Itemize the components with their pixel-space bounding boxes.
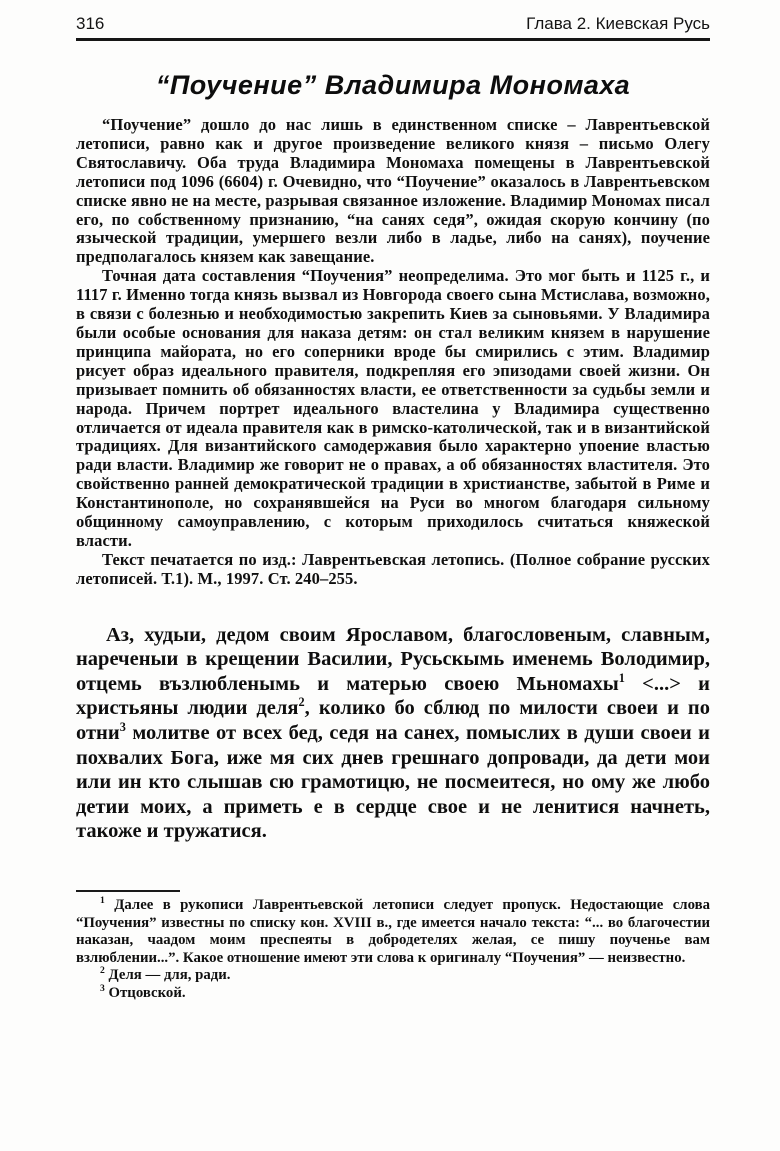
page-number: 316 [76,14,105,33]
footnote-1 [76,897,710,967]
article-title: “Поучение” Владимира Мономаха [155,70,631,100]
footnote-3-text: Отцовской. [108,984,186,1001]
quote-part-3: , колико бо сблюд по милости своеи и по отни [76,697,710,745]
footnote-1-marker: 1 [100,895,105,907]
chapter-title: Глава 2. Киевская Русь [526,14,710,33]
footnote-ref-1: 1 [618,671,625,686]
footnote-2 [76,967,710,985]
footnote-ref-2: 2 [298,695,305,710]
quote-part-2: <...> и христьяны людии деля [76,672,710,720]
footnotes-section [76,890,710,1003]
intro-paragraph-1: “Поучение” дошло до нас лишь в единственном списке – Лаврентьевской летописи, равно как и другое произведение великого князя – письмо Олегу Святославичу. Оба труда Владимира Мономаха помещены в Лаврентьевской летописи под 1096 (6604) г. Очевидно, что “Поучение” оказалось в Лаврентьевском списке явно не на месте, разрывая связанное изложение. Владимир Мономах писал его, по собственному признанию, “на санях седя”, ожидая скорую кончину (по языческой традиции, умершего везли либо в ладье, либо на санях), поучение предполагалось князем как завещание. [76,115,710,267]
footnote-ref-3: 3 [119,720,126,735]
footnote-3-marker: 3 [100,983,105,995]
quote-part-4: молитве от всех бед, седя на санех, помыслих в души своеи и похвалих Бога, иже мя сих днев грешнаго допровади, да дети мои или ин кто слышав сю грамотицю, не посмеитеся, но ому же любо детии моих, а приметь е в сердце свое и не ленитися начнеть, такоже и тружатися. [76,722,710,843]
old-russian-quote [76,623,710,844]
footnote-1-text: Далее в рукописи Лаврентьевской летописи следует пропуск. Недостающие слова “Поучения” известны по списку кон. XVIII в., где имеется начало текста: “... во благочестии наказан, чаадом моим преспеяты в добродетелях желая, се пишу поученье вам взлюблении...”. Какое отношение имеют эти слова к оригиналу “Поучения” — неизвестно. [76,897,710,966]
source-note: Текст печатается по изд.: Лаврентьевская летопись. (Полное собрание русских летописей. Т.1). М., 1997. Ст. 240–255. [76,549,710,588]
footnote-3 [76,985,710,1003]
intro-paragraph-2: Точная дата составления “Поучения” неопределима. Это мог быть и 1125 г., и 1117 г. Именно тогда князь вызвал из Новгорода своего сына Мстислава, возможно, в связи с болезнью и необходимостью закрепить Киев за сыновьями. У Владимира были особые основания для наказа детям: он стал великим князем в нарушение принципа майората, но его соперники вроде бы смирились с этим. Владимир рисует образ идеального правителя, подкрепляя его эпизодами своей жизни. Он призывает помнить об обязанностях власти, ее ответственности за судьбы земли и народа. Причем портрет идеального властелина у Владимира существенно отличается от идеала правителя как в римско-католической, так и в византийской традициях. Для византийского самодержавия было характерно упоение властью ради власти. Владимир же говорит не о правах, а об обязанностях властителя. Это свойственно ранней демократической традиции в христианстве, забытой в Риме и Константинополе, но сохранявшейся на Руси во многом благодаря сильному общинному самоуправлению, с которым приходилось считаться княжеской власти. [76,266,710,550]
footnote-separator [76,890,180,892]
footnote-2-text: Деля — для, ради. [108,967,231,984]
header-rule [76,38,710,41]
footnote-2-marker: 2 [100,965,105,977]
page-header [76,13,710,34]
quote-part-1: Аз, худыи, дедом своим Ярославом, благословеным, славным, нареченыи в крещении Василии, Русьскымь именемь Володимир, отцемь възлюбленымь и матерью своею Мьномахы [76,623,710,695]
